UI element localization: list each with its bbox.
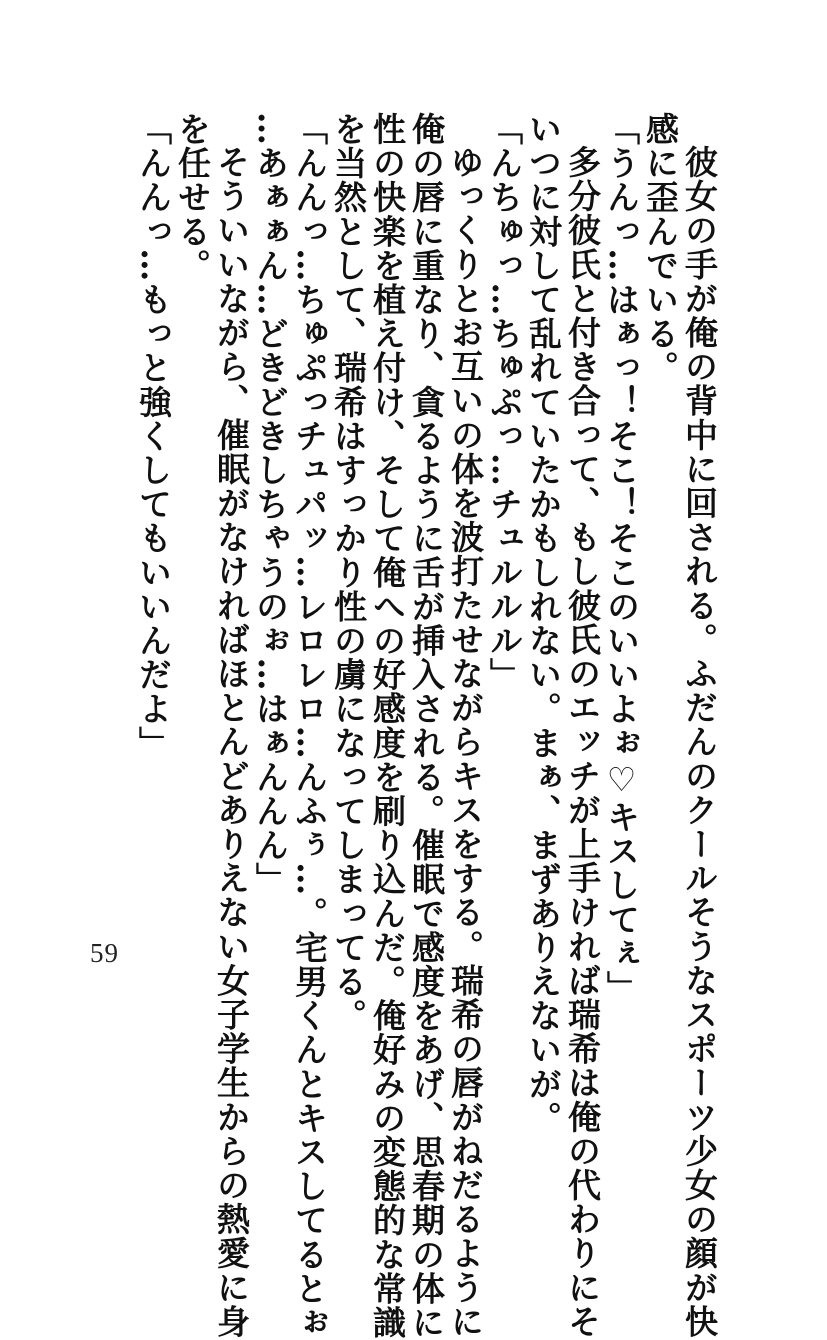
text-line-4: 多分彼氏と付き合って、もし彼氏のエッチが上手ければ瑞希は俺の代わりにそ — [563, 145, 602, 1339]
text-line-1: 彼女の手が俺の背中に回される。ふだんのクールそうなスポーツ少女の顔が快 — [680, 145, 719, 1339]
text-line-6: 「んちゅっ…ちゅぷっ…チュルルル」 — [485, 112, 524, 692]
text-line-8: 俺の唇に重なり、貪るように舌が挿入される。催眠で感度をあげ、思春期の体に — [407, 112, 446, 1340]
text-line-15: 「んんっ…もっと強くしてもいいんだよ」 — [134, 112, 173, 760]
text-line-12: …あぁぁん…どきどきしちゃうのぉ…はぁんんん」 — [251, 112, 290, 897]
page-number: 59 — [90, 938, 119, 968]
text-line-7: ゆっくりとお互いの体を波打たせながらキスをする。瑞希の唇がねだるように — [446, 145, 485, 1339]
vertical-text-body — [134, 112, 719, 1340]
text-line-5: いつに対して乱れていたかもしれない。まぁ、まずありえないが。 — [524, 112, 563, 1135]
text-line-14: を任せる。 — [173, 112, 212, 283]
text-line-10: を当然として、瑞希はすっかり性の虜になってしまってる。 — [329, 112, 368, 1033]
text-line-2: 感に歪んでいる。 — [641, 112, 680, 385]
text-line-13: そういいながら、催眠がなければほとんどありえない女子学生からの熱愛に身 — [212, 145, 251, 1339]
text-line-3: 「うんっ…はぁっ！そこ！そこのいいよぉ♡キスしてぇ」 — [602, 112, 641, 1005]
text-line-9: 性の快楽を植え付け、そして俺への好感度を刷り込んだ。俺好みの変態的な常識 — [368, 112, 407, 1340]
text-line-11: 「んんっ…ちゅぷっチュパッ…レロレロ…んふぅ…。宅男くんとキスしてるとぉ — [290, 112, 329, 1340]
